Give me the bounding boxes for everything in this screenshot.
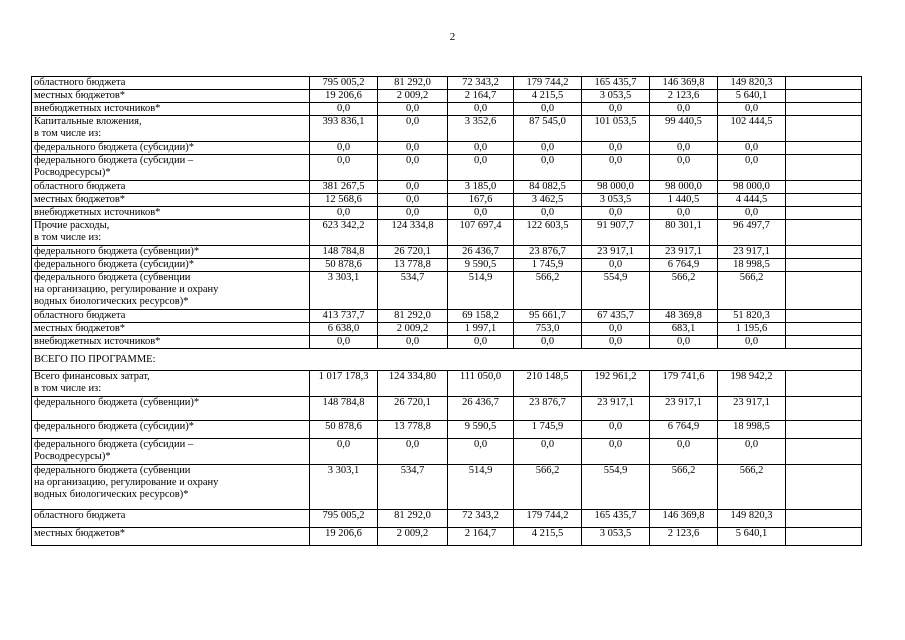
value-cell: 0,0	[718, 142, 786, 155]
value-cell: 148 784,8	[310, 397, 378, 421]
table-row	[32, 103, 862, 116]
value-cell: 6 764,9	[650, 259, 718, 272]
value-cell: 795 005,2	[310, 77, 378, 90]
row-label: федерального бюджета (субсидии)*	[32, 142, 310, 155]
table-row	[32, 259, 862, 272]
row-label: федерального бюджета (субсидии)*	[32, 421, 310, 439]
value-cell: 0,0	[378, 155, 448, 181]
empty-cell	[786, 142, 862, 155]
row-label: местных бюджетов*	[32, 90, 310, 103]
table-row	[32, 142, 862, 155]
value-cell: 2 009,2	[378, 90, 448, 103]
value-cell: 566,2	[718, 465, 786, 510]
table-row	[32, 528, 862, 546]
value-cell: 3 053,5	[582, 528, 650, 546]
value-cell: 393 836,1	[310, 116, 378, 142]
empty-cell	[786, 439, 862, 465]
value-cell: 4 215,5	[514, 528, 582, 546]
value-cell: 0,0	[448, 439, 514, 465]
value-cell: 554,9	[582, 272, 650, 310]
value-cell: 1 017 178,3	[310, 371, 378, 397]
value-cell: 0,0	[448, 155, 514, 181]
empty-cell	[786, 510, 862, 528]
value-cell: 198 942,2	[718, 371, 786, 397]
value-cell: 148 784,8	[310, 246, 378, 259]
value-cell: 98 000,0	[650, 181, 718, 194]
empty-cell	[786, 371, 862, 397]
value-cell: 51 820,3	[718, 310, 786, 323]
empty-cell	[786, 272, 862, 310]
empty-cell	[786, 116, 862, 142]
row-label: областного бюджета	[32, 510, 310, 528]
value-cell: 179 741,6	[650, 371, 718, 397]
value-cell: 4 215,5	[514, 90, 582, 103]
value-cell: 48 369,8	[650, 310, 718, 323]
row-label: федерального бюджета (субсидии – Росводресурсы)*	[32, 155, 310, 181]
empty-cell	[786, 194, 862, 207]
row-label: федерального бюджета (субвенции)*	[32, 397, 310, 421]
empty-cell	[786, 323, 862, 336]
row-label: местных бюджетов*	[32, 323, 310, 336]
table-row	[32, 207, 862, 220]
value-cell: 98 000,0	[718, 181, 786, 194]
value-cell: 3 462,5	[514, 194, 582, 207]
value-cell: 534,7	[378, 465, 448, 510]
value-cell: 3 185,0	[448, 181, 514, 194]
value-cell: 19 206,6	[310, 528, 378, 546]
value-cell: 0,0	[718, 155, 786, 181]
value-cell: 81 292,0	[378, 310, 448, 323]
row-label: федерального бюджета (субвенции)*	[32, 246, 310, 259]
value-cell: 165 435,7	[582, 77, 650, 90]
empty-cell	[786, 528, 862, 546]
value-cell: 98 000,0	[582, 181, 650, 194]
value-cell: 0,0	[582, 259, 650, 272]
value-cell: 146 369,8	[650, 77, 718, 90]
value-cell: 26 720,1	[378, 397, 448, 421]
value-cell: 87 545,0	[514, 116, 582, 142]
value-cell: 96 497,7	[718, 220, 786, 246]
value-cell: 566,2	[650, 465, 718, 510]
budget-table-body	[32, 77, 862, 546]
value-cell: 0,0	[582, 207, 650, 220]
value-cell: 0,0	[448, 336, 514, 349]
value-cell: 23 917,1	[582, 246, 650, 259]
value-cell: 566,2	[514, 272, 582, 310]
value-cell: 554,9	[582, 465, 650, 510]
section-row	[32, 349, 862, 371]
row-label: федерального бюджета (субсидии)*	[32, 259, 310, 272]
empty-cell	[786, 246, 862, 259]
table-row	[32, 310, 862, 323]
value-cell: 99 440,5	[650, 116, 718, 142]
value-cell: 84 082,5	[514, 181, 582, 194]
value-cell: 1 745,9	[514, 421, 582, 439]
table-row	[32, 194, 862, 207]
empty-cell	[786, 259, 862, 272]
value-cell: 124 334,80	[378, 371, 448, 397]
value-cell: 0,0	[310, 142, 378, 155]
value-cell: 514,9	[448, 272, 514, 310]
value-cell: 12 568,6	[310, 194, 378, 207]
value-cell: 72 343,2	[448, 77, 514, 90]
value-cell: 18 998,5	[718, 259, 786, 272]
value-cell: 95 661,7	[514, 310, 582, 323]
table-row	[32, 90, 862, 103]
value-cell: 0,0	[378, 336, 448, 349]
value-cell: 753,0	[514, 323, 582, 336]
row-label: федерального бюджета (субвенции на организацию, регулирование и охрану водных биологических ресурсов)*	[32, 465, 310, 510]
value-cell: 2 009,2	[378, 323, 448, 336]
table-row	[32, 155, 862, 181]
row-label: местных бюджетов*	[32, 528, 310, 546]
value-cell: 3 053,5	[582, 90, 650, 103]
table-row	[32, 397, 862, 421]
value-cell: 165 435,7	[582, 510, 650, 528]
value-cell: 26 436,7	[448, 246, 514, 259]
value-cell: 3 303,1	[310, 272, 378, 310]
value-cell: 623 342,2	[310, 220, 378, 246]
value-cell: 81 292,0	[378, 77, 448, 90]
table-row	[32, 421, 862, 439]
empty-cell	[786, 181, 862, 194]
value-cell: 18 998,5	[718, 421, 786, 439]
row-label: федерального бюджета (субсидии – Росводресурсы)*	[32, 439, 310, 465]
value-cell: 0,0	[378, 194, 448, 207]
table-row	[32, 371, 862, 397]
value-cell: 0,0	[378, 116, 448, 142]
value-cell: 0,0	[718, 207, 786, 220]
table-row	[32, 220, 862, 246]
empty-cell	[786, 397, 862, 421]
value-cell: 2 123,6	[650, 90, 718, 103]
row-label: областного бюджета	[32, 310, 310, 323]
value-cell: 107 697,4	[448, 220, 514, 246]
value-cell: 0,0	[514, 207, 582, 220]
value-cell: 149 820,3	[718, 77, 786, 90]
value-cell: 26 720,1	[378, 246, 448, 259]
value-cell: 111 050,0	[448, 371, 514, 397]
value-cell: 0,0	[650, 155, 718, 181]
empty-cell	[786, 421, 862, 439]
value-cell: 3 352,6	[448, 116, 514, 142]
empty-cell	[786, 155, 862, 181]
empty-cell	[786, 465, 862, 510]
value-cell: 0,0	[310, 207, 378, 220]
value-cell: 0,0	[650, 142, 718, 155]
value-cell: 566,2	[514, 465, 582, 510]
value-cell: 149 820,3	[718, 510, 786, 528]
table-row	[32, 336, 862, 349]
value-cell: 179 744,2	[514, 77, 582, 90]
value-cell: 0,0	[310, 336, 378, 349]
value-cell: 13 778,8	[378, 421, 448, 439]
value-cell: 0,0	[378, 207, 448, 220]
value-cell: 2 009,2	[378, 528, 448, 546]
value-cell: 413 737,7	[310, 310, 378, 323]
row-label: внебюджетных источников*	[32, 103, 310, 116]
value-cell: 0,0	[582, 155, 650, 181]
value-cell: 67 435,7	[582, 310, 650, 323]
value-cell: 0,0	[448, 142, 514, 155]
value-cell: 0,0	[582, 323, 650, 336]
table-row	[32, 439, 862, 465]
table-row	[32, 272, 862, 310]
value-cell: 795 005,2	[310, 510, 378, 528]
empty-cell	[786, 310, 862, 323]
table-row	[32, 465, 862, 510]
value-cell: 0,0	[514, 336, 582, 349]
row-label: Прочие расходы, в том числе из:	[32, 220, 310, 246]
empty-cell	[786, 103, 862, 116]
value-cell: 167,6	[448, 194, 514, 207]
value-cell: 1 440,5	[650, 194, 718, 207]
value-cell: 566,2	[718, 272, 786, 310]
value-cell: 0,0	[448, 103, 514, 116]
value-cell: 1 997,1	[448, 323, 514, 336]
value-cell: 0,0	[582, 142, 650, 155]
value-cell: 91 907,7	[582, 220, 650, 246]
value-cell: 2 123,6	[650, 528, 718, 546]
value-cell: 102 444,5	[718, 116, 786, 142]
value-cell: 534,7	[378, 272, 448, 310]
page-number: 2	[449, 31, 456, 43]
value-cell: 80 301,1	[650, 220, 718, 246]
value-cell: 5 640,1	[718, 90, 786, 103]
value-cell: 72 343,2	[448, 510, 514, 528]
value-cell: 192 961,2	[582, 371, 650, 397]
budget-table	[31, 76, 862, 546]
value-cell: 23 917,1	[718, 246, 786, 259]
row-label: местных бюджетов*	[32, 194, 310, 207]
value-cell: 0,0	[718, 103, 786, 116]
row-label: федерального бюджета (субвенции на организацию, регулирование и охрану водных биологических ресурсов)*	[32, 272, 310, 310]
value-cell: 0,0	[582, 421, 650, 439]
value-cell: 69 158,2	[448, 310, 514, 323]
empty-cell	[786, 77, 862, 90]
table-row	[32, 246, 862, 259]
value-cell: 13 778,8	[378, 259, 448, 272]
value-cell: 0,0	[310, 439, 378, 465]
value-cell: 124 334,8	[378, 220, 448, 246]
value-cell: 3 303,1	[310, 465, 378, 510]
value-cell: 0,0	[718, 439, 786, 465]
value-cell: 0,0	[310, 103, 378, 116]
value-cell: 514,9	[448, 465, 514, 510]
value-cell: 381 267,5	[310, 181, 378, 194]
value-cell: 4 444,5	[718, 194, 786, 207]
empty-cell	[786, 220, 862, 246]
value-cell: 23 917,1	[582, 397, 650, 421]
value-cell: 23 917,1	[650, 246, 718, 259]
value-cell: 0,0	[514, 103, 582, 116]
value-cell: 0,0	[582, 336, 650, 349]
value-cell: 81 292,0	[378, 510, 448, 528]
value-cell: 683,1	[650, 323, 718, 336]
value-cell: 6 764,9	[650, 421, 718, 439]
value-cell: 50 878,6	[310, 259, 378, 272]
value-cell: 2 164,7	[448, 528, 514, 546]
value-cell: 6 638,0	[310, 323, 378, 336]
value-cell: 0,0	[582, 439, 650, 465]
row-label: Капитальные вложения, в том числе из:	[32, 116, 310, 142]
section-heading: ВСЕГО ПО ПРОГРАММЕ:	[32, 349, 862, 371]
value-cell: 0,0	[650, 336, 718, 349]
value-cell: 9 590,5	[448, 259, 514, 272]
value-cell: 0,0	[448, 207, 514, 220]
value-cell: 122 603,5	[514, 220, 582, 246]
value-cell: 179 744,2	[514, 510, 582, 528]
value-cell: 101 053,5	[582, 116, 650, 142]
value-cell: 26 436,7	[448, 397, 514, 421]
row-label: областного бюджета	[32, 181, 310, 194]
empty-cell	[786, 90, 862, 103]
value-cell: 0,0	[378, 181, 448, 194]
value-cell: 0,0	[378, 103, 448, 116]
value-cell: 0,0	[378, 439, 448, 465]
value-cell: 0,0	[582, 103, 650, 116]
table-row	[32, 116, 862, 142]
row-label: областного бюджета	[32, 77, 310, 90]
row-label: внебюджетных источников*	[32, 207, 310, 220]
value-cell: 5 640,1	[718, 528, 786, 546]
value-cell: 0,0	[310, 155, 378, 181]
value-cell: 3 053,5	[582, 194, 650, 207]
value-cell: 0,0	[514, 155, 582, 181]
value-cell: 23 917,1	[718, 397, 786, 421]
value-cell: 146 369,8	[650, 510, 718, 528]
value-cell: 0,0	[514, 142, 582, 155]
value-cell: 566,2	[650, 272, 718, 310]
value-cell: 0,0	[718, 336, 786, 349]
value-cell: 50 878,6	[310, 421, 378, 439]
row-label: Всего финансовых затрат, в том числе из:	[32, 371, 310, 397]
value-cell: 1 745,9	[514, 259, 582, 272]
empty-cell	[786, 336, 862, 349]
row-label: внебюджетных источников*	[32, 336, 310, 349]
value-cell: 2 164,7	[448, 90, 514, 103]
table-row	[32, 181, 862, 194]
value-cell: 19 206,6	[310, 90, 378, 103]
value-cell: 1 195,6	[718, 323, 786, 336]
table-row	[32, 510, 862, 528]
value-cell: 0,0	[650, 439, 718, 465]
value-cell: 23 876,7	[514, 397, 582, 421]
table-row	[32, 77, 862, 90]
value-cell: 0,0	[378, 142, 448, 155]
value-cell: 0,0	[650, 207, 718, 220]
value-cell: 23 876,7	[514, 246, 582, 259]
value-cell: 23 917,1	[650, 397, 718, 421]
value-cell: 0,0	[514, 439, 582, 465]
value-cell: 210 148,5	[514, 371, 582, 397]
empty-cell	[786, 207, 862, 220]
table-row	[32, 323, 862, 336]
value-cell: 0,0	[650, 103, 718, 116]
value-cell: 9 590,5	[448, 421, 514, 439]
